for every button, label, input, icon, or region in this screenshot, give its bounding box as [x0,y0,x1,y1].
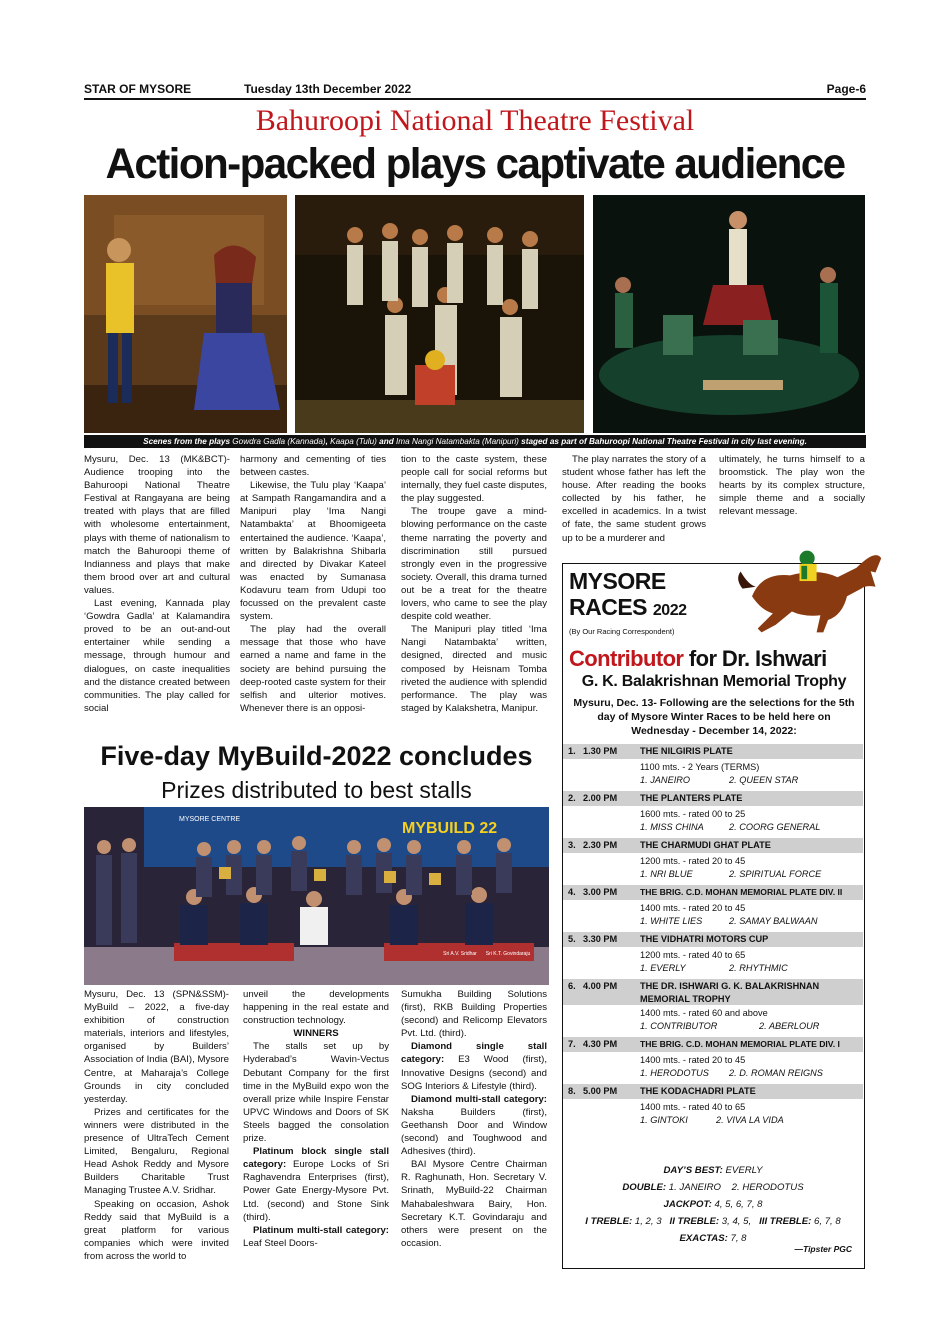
trebles [563,1213,863,1230]
story1-column-3 [401,453,547,715]
paragraph: Likewise, the Tulu play ‘Kaapa’ at Sampath Rangamandira and a Manipuri play ‘Ima Nangi Natambakta’ at Bhoomigeeta entertained the audience. ‘Kaapa’, written by Balakrishna Shibarla and directed by Divakar Kateel was enacted by Sumanasa Kodavuru team from Udupi too focussed on the prevalent caste system. [240,480,386,623]
story1-column-1 [84,453,230,715]
race-list [563,744,863,1131]
paragraph: The Manipuri play titled ‘Ima Nangi Natambakta’ written, designed, directed and music composed by Heisnam Tomba riveted the audience with splendid performance. The play was staged by Kalakshetra, Manipur. [401,624,547,714]
race-number: 3. [568,840,576,850]
race-header [563,932,863,947]
pick-2: 2. COORG GENERAL [729,822,821,832]
paragraph [243,1145,389,1224]
story2-subhead: Prizes distributed to best stalls [161,777,472,803]
race-name: THE VIDHATRI MOTORS CUP [640,934,769,944]
label: EXACTAS: [679,1233,728,1244]
race-item [563,1037,863,1084]
pick-1: 1. CONTRIBUTOR [640,1021,718,1031]
race-picks [563,1067,863,1084]
category-text: Europe Locks of Sri Raghavendra Enterprises (first), Power Gate Energy-Mysore Pvt. Ltd. (second) and Stone Sink (third). [243,1159,389,1223]
race-item [563,979,863,1037]
race-distance: 1600 mts. - rated 00 to 25 [640,809,746,819]
paragraph: unveil the developments happening in the real estate and construction technology. [243,989,389,1027]
name-plate-1: Sri A.V. Sridhar [443,951,477,957]
category-text: Leaf Steel Doors- [243,1237,318,1249]
race-item [563,1084,863,1131]
caption-end: staged as part of Bahuroopi National Theatre Festival in city last evening. [518,437,807,446]
race-time: 1.30 PM [583,746,618,756]
race-name: THE PLANTERS PLATE [640,793,743,803]
race-name: THE KODACHADRI PLATE [640,1086,756,1096]
category-label: Diamond single stall category: [401,1041,547,1066]
race-distance: 1200 mts. - rated 20 to 45 [640,856,746,866]
paragraph: Sumukha Building Solutions (first), RKB Building Properties (second) and Relicomp Elevators Pvt. Ltd. (third). [401,989,547,1040]
tipster: —Tipster PGC [794,1244,852,1254]
race-item [563,838,863,885]
story1-kicker: Bahuroopi National Theatre Festival [255,104,695,137]
value: 1, 2, 3 [634,1216,662,1227]
caption-and: and [376,437,397,446]
race-number: 8. [568,1086,576,1096]
days-best [563,1162,863,1179]
paragraph: Last evening, Kannada play ‘Gowdra Gadla’ at Kalamandira proved to be an out-and-out entertainer while sending a message, through humour and dialogues, on caste inequalities and the distance created between communities. The play called for social [84,598,230,714]
races-summary [563,1162,863,1247]
paragraph: Mysuru, Dec. 13 (MK&BCT)-Audience trooping into the Bahuroopi National Theatre Festival at Rangayana are being treated with plays that are filled with wholesome entertainment, plays with theme of nationalism to match the Bahuroopi theme of Indianness and plays that make them brood over art and cultural values. [84,454,230,596]
race-header [563,885,863,900]
race-picks [563,868,863,885]
race-item [563,885,863,932]
pick-1: 1. GINTOKI [640,1115,688,1125]
race-time: 4.30 PM [583,1039,618,1049]
race-number: 2. [568,793,576,803]
photo-caption [84,435,866,448]
story2-column-2 [243,988,389,1250]
race-time: 5.00 PM [583,1086,618,1096]
race-distance: 1400 mts. - rated 20 to 45 [640,903,746,913]
pick-1: 1. NRI BLUE [640,869,693,879]
label: I TREBLE: [585,1216,633,1227]
race-number: 5. [568,934,576,944]
racehorse-illustration [733,527,885,637]
double [563,1179,863,1196]
story1-column-2 [240,453,386,715]
race-number: 7. [568,1039,576,1049]
race-picks [563,915,863,932]
race-header [563,744,863,759]
race-picks [563,1020,863,1037]
value: 6, 7, 8 [814,1216,841,1227]
jackpot [563,1196,863,1213]
race-header [563,1037,863,1052]
value: 4, 5, 6, 7, 8 [714,1199,763,1210]
race-item [563,791,863,838]
paragraph: harmony and cementing of ties between castes. [240,454,386,479]
race-number: 6. [568,981,576,991]
race-picks [563,821,863,838]
pick-2: 2. SAMAY BALWAAN [729,916,818,926]
race-picks [563,962,863,979]
race-item [563,744,863,791]
value: 2. HERODOTUS [731,1182,804,1193]
paragraph: BAI Mysore Centre Chairman R. Raghunath, Hon. Secretary V. Srinath, MyBuild-22 Chairman Mahabaleshwara Bairy, Hon. Secretary K.T. Govindaraju and others were present on the occasion. [401,1159,547,1249]
story1-headline: Action-packed plays captivate audience [105,140,845,188]
races-year: 2022 [652,602,687,619]
story1-column-4 [562,453,706,545]
paper-name: STAR OF MYSORE [84,82,192,96]
name-plate-2: Sri K.T. Govindaraju [485,951,531,957]
pick-2: 2. VIVA LA VIDA [716,1115,784,1125]
label: DAY’S BEST: [663,1165,723,1176]
race-time: 3.00 PM [583,887,618,897]
race-time: 2.00 PM [583,793,618,803]
race-name: THE CHARMUDI GHAT PLATE [640,840,771,850]
races-headline-horse: Contributor [569,646,684,671]
paragraph: tion to the caste system, these people call for social reforms but internally, they fuel caste disputes, the play suggested. [401,454,547,505]
paragraph [401,1040,547,1092]
caption-play-3: Ima Nangi Natambakta (Manipuri) [396,437,519,446]
pick-1: 1. MISS CHINA [640,822,704,832]
story1-column-5 [719,453,865,518]
label: II TREBLE: [669,1216,720,1227]
race-header [563,1084,863,1099]
pick-1: 1. EVERLY [640,963,686,973]
race-name: THE BRIG. C.D. MOHAN MEMORIAL PLATE DIV. II [640,887,843,897]
caption-text: Scenes from the plays [143,437,233,446]
race-header [563,838,863,853]
paragraph: ultimately, he turns himself to a broomstick. The play won the hearts by its complex structure, simple theme and a socially relevant message. [719,454,865,518]
race-item [563,932,863,979]
races-title-2: RACES [569,594,648,620]
mysore-races-box [562,563,865,1269]
pick-2: 2. QUEEN STAR [729,775,799,785]
winners-heading: WINNERS [293,1028,339,1040]
race-picks [563,774,863,791]
pick-2: 2. D. ROMAN REIGNS [729,1068,823,1078]
caption-play-1: Gowdra Gadla (Kannada) [232,437,326,446]
race-picks [563,1114,863,1131]
paragraph: The play had the overall message that those who have earned a name and fame in the society are behind pursuing the deep-rooted caste system for their selfish and ulterior motives. Whenever there is an opposi- [240,624,386,714]
paragraph: The stalls set up by Hyderabad’s Wavin-Vectus Debutant Company for the first time in the MyBuild expo won the overall prize while Inspire Fenstar UPVC Windows and Doors of SK Steels bagged the consolation prize. [243,1041,389,1145]
story2-column-1 [84,988,229,1263]
page-number: Page-6 [826,82,866,96]
races-intro: Mysuru, Dec. 13- Following are the selections for the 5th day of Mysore Winter Races to be held here on Wednesday - December 14, 2022: [573,697,855,737]
races-headline-rest: for Dr. Ishwari [683,646,827,671]
race-header [563,791,863,806]
races-title [569,568,687,624]
race-number: 4. [568,887,576,897]
value: 3, 4, 5, [721,1216,752,1227]
race-distance: 1400 mts. - rated 60 and above [640,1008,768,1018]
banner-mybuild: MYBUILD 22 [402,820,498,837]
caption-sep: , [325,437,331,446]
category-label: Platinum block single stall category: [243,1146,389,1171]
banner-mysore-centre: MYSORE CENTRE [179,816,241,823]
paragraph [401,1093,547,1158]
races-title-1: MYSORE [569,568,666,594]
category-text: E3 Wood (first), Innovative Designs (second) and SOG Interiors & Lifestyle (third). [401,1054,547,1092]
category-label: Platinum multi-stall category: [253,1224,389,1236]
race-time: 3.30 PM [583,934,618,944]
races-headline [569,646,859,672]
paragraph: Speaking on occasion, Ashok Reddy said that MyBuild is a great platform for various companies which were invited from across the world to [84,1198,229,1262]
masthead [84,80,866,100]
caption-play-2: Kaapa (Tulu) [330,437,377,446]
story2-column-3 [401,988,547,1250]
photo-mybuild-prizes [84,807,549,985]
photo-gowdra-gadla [84,195,287,433]
race-time: 2.30 PM [583,840,618,850]
pick-1: 1. WHITE LIES [640,916,703,926]
category-text: Naksha Builders (first), Geethansh Door and Window (second) and Toughwood and Adhesives (third). [401,1106,547,1158]
value: EVERLY [725,1165,763,1176]
pick-1: 1. HERODOTUS [640,1068,709,1078]
photo-kaapa [295,195,584,433]
label: DOUBLE: [622,1182,667,1193]
race-time: 4.00 PM [583,981,618,991]
value: 7, 8 [730,1233,747,1244]
photo-ima-nangi-natambakta [593,195,865,433]
label: JACKPOT: [663,1199,712,1210]
races-byline: (By Our Racing Correspondent) [569,627,675,636]
races-trophy: G. K. Balakrishnan Memorial Trophy [581,673,847,690]
label: III TREBLE: [759,1216,812,1227]
race-number: 1. [568,746,576,756]
pick-2: 2. RHYTHMIC [729,963,788,973]
paragraph: Mysuru, Dec. 13 (SPN&SSM)-MyBuild – 2022, a five-day exhibition of construction materials, interiors and lifestyles, organised by Builders’ Association of India (BAI), Mysore Centre, at Maharaja’s College Grounds in city concluded yesterday. [84,989,229,1105]
pick-2: 2. ABERLOUR [759,1021,820,1031]
category-label: Diamond multi-stall category: [411,1093,547,1105]
issue-date: Tuesday 13th December 2022 [244,82,412,96]
race-distance: 1400 mts. - rated 20 to 45 [640,1055,746,1065]
race-distance: 1200 mts. - rated 40 to 65 [640,950,746,960]
race-distance: 1400 mts. - rated 40 to 65 [640,1102,746,1112]
race-name: THE NILGIRIS PLATE [640,746,733,756]
race-name: THE DR. ISHWARI G. K. BALAKRISHNAN MEMORIAL TROPHY [640,981,820,1004]
value: 1. JANEIRO [668,1182,721,1193]
paragraph [243,1224,389,1250]
paragraph: Prizes and certificates for the winners were distributed in the presence of UltraTech Cement Limited, Bengaluru, Regional Head Ashok Reddy and Mysore Builders Charitable Trust Managing Trustee A.V. Sridhar. [84,1106,229,1197]
race-distance: 1100 mts. - 2 Years (TERMS) [640,762,760,772]
story2-headline: Five-day MyBuild-2022 concludes [100,741,533,771]
paragraph: The troupe gave a mind-blowing performance on the caste theme narrating the poverty and discrimination still pursued strongly even in the progressive society. Overall, this drama turned out be a treat for the theatre lovers, who came to see the play despite cold weather. [401,506,547,623]
paragraph: The play narrates the story of a student whose father has left the house. After reading the books collected by his father, he excelled in academics. In a twist of fate, the same student grows up to be a murderer and [562,454,706,544]
race-name: THE BRIG. C.D. MOHAN MEMORIAL PLATE DIV. I [640,1039,840,1049]
race-header [563,979,863,1005]
pick-2: 2. SPIRITUAL FORCE [729,869,822,879]
pick-1: 1. JANEIRO [640,775,691,785]
